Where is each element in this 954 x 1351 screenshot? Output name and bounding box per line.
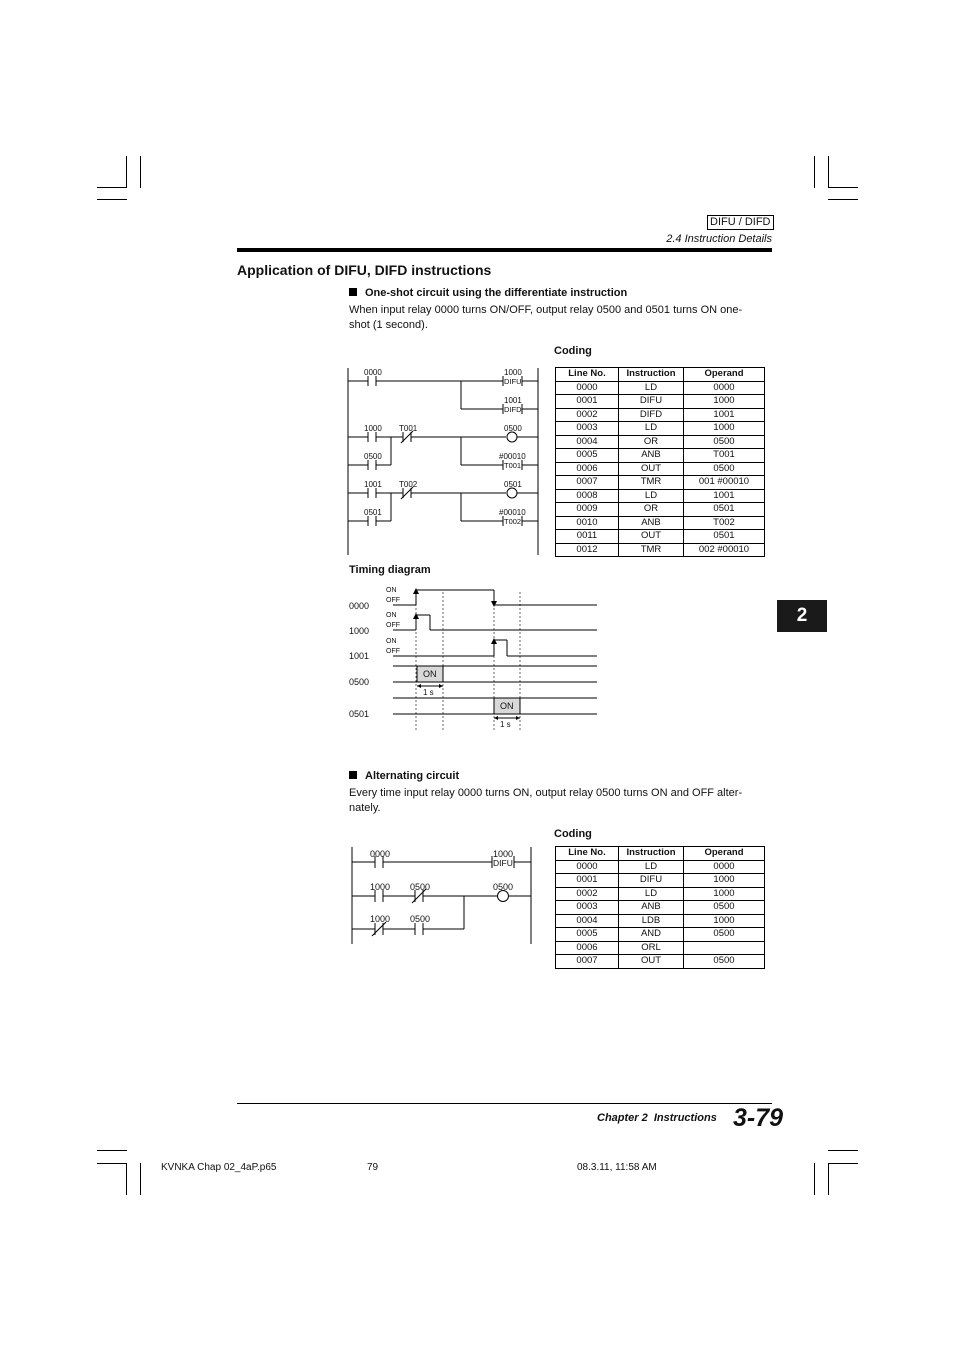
footer-chapter-title: Instructions xyxy=(653,1112,717,1124)
crop-mark xyxy=(97,187,127,188)
ladder-label: 0500 xyxy=(364,452,382,461)
table-row xyxy=(556,381,765,395)
ladder-label: 1001 xyxy=(504,396,522,405)
table-cell: 0000 xyxy=(684,381,765,395)
off-label: OFF xyxy=(386,622,400,629)
ladder-label: 1000 xyxy=(370,914,391,924)
alternating-text-line2: nately. xyxy=(349,802,381,814)
table-cell: 0005 xyxy=(556,928,619,942)
crop-mark xyxy=(97,1150,127,1151)
table-cell: ANB xyxy=(619,449,684,463)
table-cell: 1000 xyxy=(684,887,765,901)
header-section-box: DIFU / DIFD xyxy=(707,215,774,230)
table-row xyxy=(556,543,765,557)
signal-label: 0501 xyxy=(349,709,370,719)
table-cell: T002 xyxy=(684,516,765,530)
table-cell: 1000 xyxy=(684,422,765,436)
crop-mark xyxy=(126,156,127,188)
table-header-cell: Line No. xyxy=(556,847,619,861)
ladder-label: 1000 xyxy=(364,424,382,433)
table-header-row xyxy=(556,847,765,861)
ladder-label: 1000 xyxy=(493,849,514,859)
ladder-label: T002 xyxy=(504,517,522,526)
ladder-label: 1000 xyxy=(370,882,391,892)
signal-label: 0500 xyxy=(349,677,370,687)
table-cell: LDB xyxy=(619,914,684,928)
table-cell: 0000 xyxy=(684,860,765,874)
table-cell: 0011 xyxy=(556,530,619,544)
table-row xyxy=(556,955,765,969)
table-header-cell: Operand xyxy=(684,847,765,861)
table-row xyxy=(556,489,765,503)
table-row xyxy=(556,860,765,874)
table-cell: 0010 xyxy=(556,516,619,530)
table-cell: 0004 xyxy=(556,435,619,449)
crop-mark xyxy=(97,1163,127,1164)
duration-label: 1 s xyxy=(423,688,434,697)
ladder-label: T002 xyxy=(399,480,418,489)
table-cell: 0501 xyxy=(684,503,765,517)
crop-mark xyxy=(828,1163,858,1164)
oneshot-ladder-diagram xyxy=(340,360,545,560)
table-cell: 1000 xyxy=(684,395,765,409)
table-cell: 0005 xyxy=(556,449,619,463)
crop-mark xyxy=(828,187,858,188)
table-row xyxy=(556,901,765,915)
table-cell: 0500 xyxy=(684,955,765,969)
section-title: Application of DIFU, DIFD instructions xyxy=(237,262,492,278)
table-cell: TMR xyxy=(619,476,684,490)
table-cell: 0009 xyxy=(556,503,619,517)
off-label: OFF xyxy=(386,648,400,655)
table-cell: ORL xyxy=(619,941,684,955)
ladder-label: DIFD xyxy=(504,405,522,414)
slug-date: 08.3.11, 11:58 AM xyxy=(577,1162,657,1173)
table-cell: OUT xyxy=(619,530,684,544)
table-header-cell: Operand xyxy=(684,368,765,382)
header-rule xyxy=(237,248,772,252)
pulse-label: ON xyxy=(500,701,514,711)
alternating-coding-table xyxy=(555,846,765,969)
oneshot-description xyxy=(349,303,759,333)
table-cell: DIFU xyxy=(619,874,684,888)
table-header-row xyxy=(556,368,765,382)
table-row xyxy=(556,928,765,942)
alternating-heading xyxy=(349,770,459,782)
ladder-label: 0500 xyxy=(504,424,522,433)
table-cell: LD xyxy=(619,422,684,436)
table-row xyxy=(556,462,765,476)
table-cell: 1000 xyxy=(684,874,765,888)
crop-mark xyxy=(126,1163,127,1195)
table-row xyxy=(556,503,765,517)
footer-chapter xyxy=(597,1112,717,1124)
table-cell: 0500 xyxy=(684,928,765,942)
table-cell: 0002 xyxy=(556,408,619,422)
ladder-label: 0501 xyxy=(364,508,382,517)
table-header-cell: Line No. xyxy=(556,368,619,382)
table-cell: LD xyxy=(619,489,684,503)
pulse-label: ON xyxy=(423,669,437,679)
table-cell: 0002 xyxy=(556,887,619,901)
footer-rule xyxy=(237,1103,772,1104)
ladder-label: 0000 xyxy=(364,368,382,377)
table-cell: 0004 xyxy=(556,914,619,928)
table-row xyxy=(556,914,765,928)
table-row xyxy=(556,887,765,901)
crop-mark xyxy=(828,156,829,188)
table-body xyxy=(556,860,765,968)
table-cell: 0501 xyxy=(684,530,765,544)
ladder-label: 1000 xyxy=(504,368,522,377)
duration-label: 1 s xyxy=(500,720,511,729)
ladder-label: #00010 xyxy=(499,508,526,517)
table-cell: 0008 xyxy=(556,489,619,503)
crop-mark xyxy=(140,1163,141,1195)
alternating-description xyxy=(349,786,759,816)
ladder-label: 1001 xyxy=(364,480,382,489)
table-cell: 0007 xyxy=(556,476,619,490)
table-body xyxy=(556,381,765,557)
table-cell: 0006 xyxy=(556,941,619,955)
ladder-label: 0500 xyxy=(410,882,431,892)
oneshot-coding-table xyxy=(555,367,765,557)
table-header-cell: Instruction xyxy=(619,368,684,382)
table-cell: OR xyxy=(619,435,684,449)
crop-mark xyxy=(814,156,815,188)
page-number: 3-79 xyxy=(733,1104,784,1132)
table-cell: 1001 xyxy=(684,408,765,422)
ladder-label: 0500 xyxy=(410,914,431,924)
table-cell: 0003 xyxy=(556,422,619,436)
table-cell: 002 #00010 xyxy=(684,543,765,557)
table-row xyxy=(556,395,765,409)
table-cell: LD xyxy=(619,887,684,901)
oneshot-heading xyxy=(349,287,627,299)
signal-label: 1001 xyxy=(349,651,370,661)
table-cell: DIFD xyxy=(619,408,684,422)
ladder-label: DIFU xyxy=(504,377,522,386)
table-cell: ANB xyxy=(619,516,684,530)
oneshot-heading-text: One-shot circuit using the differentiate instruction xyxy=(365,287,628,299)
table-row xyxy=(556,422,765,436)
ladder-label: T001 xyxy=(504,461,522,470)
on-label: ON xyxy=(386,612,397,619)
table-cell: ANB xyxy=(619,901,684,915)
bullet-square-icon xyxy=(349,288,357,296)
crop-mark xyxy=(828,1150,858,1151)
ladder-label: 0500 xyxy=(493,882,514,892)
table-cell: OUT xyxy=(619,462,684,476)
alternating-coding-label: Coding xyxy=(554,828,592,840)
table-cell: 0500 xyxy=(684,901,765,915)
crop-mark xyxy=(828,199,858,200)
alternating-text-line1: Every time input relay 0000 turns ON, output relay 0500 turns ON and OFF alter- xyxy=(349,787,743,799)
table-header-cell: Instruction xyxy=(619,847,684,861)
timing-diagram xyxy=(340,580,605,735)
ladder-label: T001 xyxy=(399,424,418,433)
slug-page: 79 xyxy=(367,1162,379,1173)
table-cell: 1001 xyxy=(684,489,765,503)
slug-file: KVNKA Chap 02_4aP.p65 xyxy=(161,1162,277,1173)
table-cell: 0003 xyxy=(556,901,619,915)
off-label: OFF xyxy=(386,597,400,604)
table-cell: 0012 xyxy=(556,543,619,557)
table-cell: OR xyxy=(619,503,684,517)
table-cell: 0500 xyxy=(684,462,765,476)
table-cell: OUT xyxy=(619,955,684,969)
table-cell: 0000 xyxy=(556,860,619,874)
table-cell: LD xyxy=(619,381,684,395)
crop-mark xyxy=(97,199,127,200)
table-cell: 0001 xyxy=(556,874,619,888)
bullet-square-icon xyxy=(349,771,357,779)
oneshot-text-line1: When input relay 0000 turns ON/OFF, output relay 0500 and 0501 turns ON one- xyxy=(349,304,743,316)
table-cell: 1000 xyxy=(684,914,765,928)
ladder-label: DIFU xyxy=(493,858,513,868)
footer-chapter-number: Chapter 2 xyxy=(597,1112,648,1124)
alternating-heading-text: Alternating circuit xyxy=(365,770,460,782)
table-row xyxy=(556,476,765,490)
crop-mark xyxy=(140,156,141,188)
table-row xyxy=(556,530,765,544)
table-cell: AND xyxy=(619,928,684,942)
crop-mark xyxy=(828,1163,829,1195)
oneshot-text-line2: shot (1 second). xyxy=(349,319,428,331)
signal-label: 0000 xyxy=(349,601,370,611)
table-cell: TMR xyxy=(619,543,684,557)
on-label: ON xyxy=(386,587,397,594)
table-cell: 001 #00010 xyxy=(684,476,765,490)
table-row xyxy=(556,874,765,888)
crop-mark xyxy=(814,1163,815,1195)
oneshot-coding-label: Coding xyxy=(554,345,592,357)
table-cell: T001 xyxy=(684,449,765,463)
table-cell: 0007 xyxy=(556,955,619,969)
table-cell: DIFU xyxy=(619,395,684,409)
table-row xyxy=(556,941,765,955)
alternating-ladder-diagram xyxy=(345,842,540,947)
ladder-label: 0501 xyxy=(504,480,522,489)
table-row xyxy=(556,435,765,449)
table-cell: LD xyxy=(619,860,684,874)
table-cell: 0000 xyxy=(556,381,619,395)
signal-label: 1000 xyxy=(349,626,370,636)
table-cell: 0500 xyxy=(684,435,765,449)
chapter-tab: 2 xyxy=(777,600,827,632)
on-label: ON xyxy=(386,638,397,645)
table-cell: 0006 xyxy=(556,462,619,476)
header-subtitle: 2.4 Instruction Details xyxy=(666,233,772,245)
table-row xyxy=(556,408,765,422)
ladder-label: 0000 xyxy=(370,849,391,859)
table-cell xyxy=(684,941,765,955)
table-cell: 0001 xyxy=(556,395,619,409)
timing-label: Timing diagram xyxy=(349,564,431,576)
table-row xyxy=(556,449,765,463)
ladder-label: #00010 xyxy=(499,452,526,461)
table-row xyxy=(556,516,765,530)
